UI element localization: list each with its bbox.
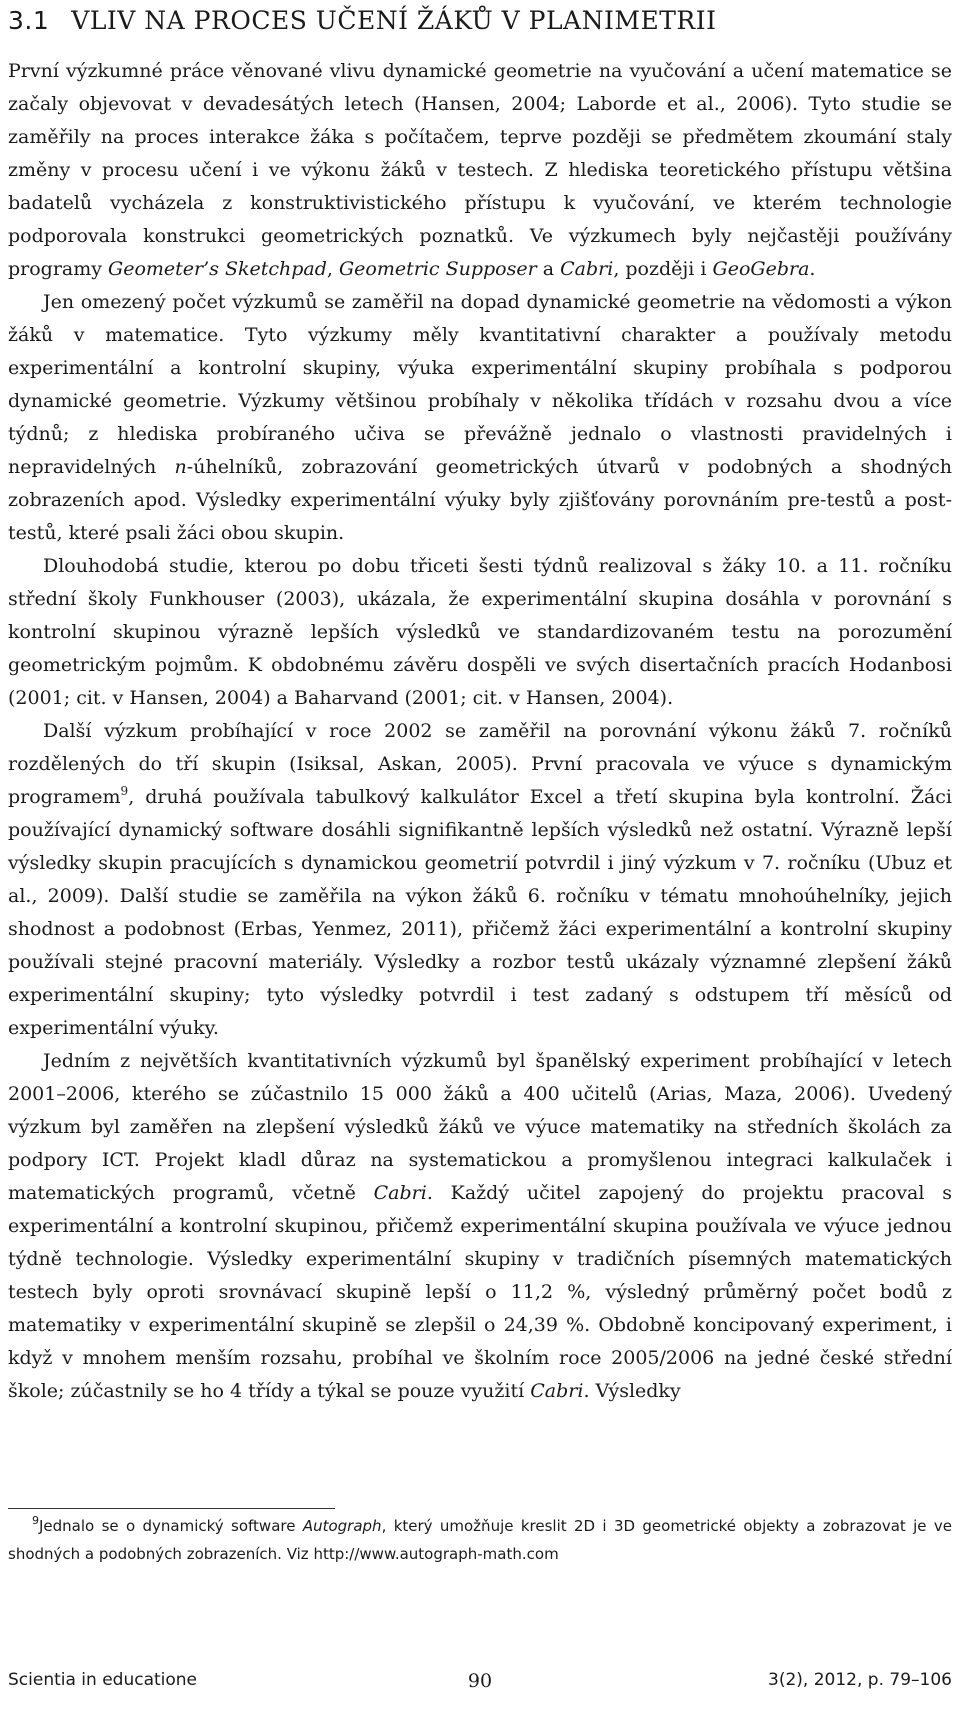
- text-run: Jedním z největších kvantitativních výzkumů byl španělský experiment probíhající v letech 2001–2006, kterého se zúčastnilo 15 000 žáků a 400 učitelů (Arias, Maza, 2006). Uvedený výzkum byl zaměřen na zlepšení výsledků žáků ve výuce matematiky na středních školách za podpory ICT. Projekt kladl důraz na systematickou a promyšlenou integraci kalkulaček i matematických programů, včetně: [8, 1050, 952, 1204]
- text-run: -úhelníků, zobrazování geometrických útvarů v podobných a shodných zobrazeních apod. Výsledky experimentální výuky byly zjišťovány porovnáním pre-testů a post-testů, které psali žáci obou skupin.: [8, 456, 952, 544]
- footnote: [8, 1512, 952, 1568]
- paragraph-1: [8, 55, 952, 286]
- software-name: Cabri: [560, 258, 614, 280]
- software-name: Cabri: [373, 1182, 427, 1204]
- section-heading: [8, 6, 716, 35]
- paragraph-4: [8, 715, 952, 1045]
- section-number: 3.1: [8, 6, 50, 35]
- text-run: První výzkumné práce věnované vlivu dynamické geometrie na vyučování a učení matematice se začaly objevovat v devadesátých letech (Hansen, 2004; Laborde et al., 2006). Tyto studie se zaměřily na proces interakce žáka s počítačem, teprve později se předmětem zkoumání staly změny v procesu učení i ve výkonu žáků v testech. Z hlediska teoretického přístupu většina badatelů vycházela z konstruktivistického přístupu k vyučování, ve kterém technologie podporovala konstrukci geometrických poznatků. Ve výzkumech byly nejčastěji používány programy: [8, 60, 952, 280]
- text-run: . Výsledky: [583, 1380, 681, 1402]
- text-run: , který umožňuje kreslit 2D i 3D geometrické objekty a zobrazovat je ve shodných a podobných zobrazeních. Viz: [8, 1517, 952, 1563]
- page-number: 90: [467, 1670, 493, 1692]
- journal-name: Scientia in educatione: [8, 1670, 198, 1690]
- text-run: , později i: [613, 258, 713, 280]
- text-run: ,: [326, 258, 339, 280]
- text-run: Jednalo se o dynamický software: [39, 1517, 303, 1535]
- software-name: Geometer’s Sketchpad: [108, 258, 327, 280]
- footnote-reference[interactable]: 9: [120, 784, 129, 798]
- software-name: Cabri: [530, 1380, 584, 1402]
- software-name: GeoGebra: [712, 258, 810, 280]
- text-run: .: [809, 258, 816, 280]
- section-title: VLIV NA PROCES UČENÍ ŽÁKŮ V PLANIMETRII: [71, 6, 717, 35]
- text-run: a: [536, 258, 561, 280]
- body-text: [8, 55, 952, 1408]
- text-run: , druhá používala tabulkový kalkulátor Excel a třetí skupina byla kontrolní. Žáci používající dynamický software dosáhli signifikantně lepších výsledků než ostatní. Výrazně lepší výsledky skupin pracujících s dynamickou geometrií potvrdil i jiný výzkum v 7. ročníku (Ubuz et al., 2009). Další studie se zaměřila na výkon žáků 6. ročníku v tématu mnohoúhelníky, jejich shodnost a podobnost (Erbas, Yenmez, 2011), přičemž žáci experimentální a kontrolní skupiny používali stejné pracovní materiály. Výsledky a rozbor testů ukázaly významné zlepšení žáků experimentální skupiny; tyto výsledky potvrdil i test zadaný s odstupem tří měsíců od experimentální výuky.: [8, 786, 952, 1039]
- paragraph-3: Dlouhodobá studie, kterou po dobu třiceti šesti týdnů realizoval s žáky 10. a 11. ročníku střední školy Funkhouser (2003), ukázala, že experimentální skupina dosáhla v porovnání s kontrolní skupinou výrazně lepších výsledků ve standardizovaném testu na porozumění geometrickým pojmům. K obdobnému závěru dospěli ve svých disertačních pracích Hodanbosi (2001; cit. v Hansen, 2004) a Baharvand (2001; cit. v Hansen, 2004).: [8, 555, 952, 709]
- page-footer: [8, 1670, 952, 1700]
- footnote-divider: [8, 1508, 335, 1509]
- text-run: . Každý učitel zapojený do projektu pracoval s experimentální a kontrolní skupinou, přičemž experimentální skupina používala ve výuce jednou týdně technologie. Výsledky experimentální skupiny v tradičních písemných matematických testech byly oproti srovnávací skupině lepší o 11,2 %, výsledný průměrný počet bodů z matematiky v experimentální skupině se zlepšil o 24,39 %. Obdobně koncipovaný experiment, i když v mnohem menším rozsahu, probíhal ve školním roce 2005/2006 na jedné české střední škole; zúčastnily se ho 4 třídy a týkal se pouze využití: [8, 1182, 952, 1402]
- footnote-mark: 9: [32, 1514, 39, 1527]
- math-variable: n: [174, 456, 187, 478]
- issue-info: 3(2), 2012, p. 79–106: [768, 1670, 952, 1690]
- paragraph-5: [8, 1045, 952, 1408]
- text-run: Další výzkum probíhající v roce 2002 se zaměřil na porovnání výkonu žáků 7. ročníků rozdělených do tří skupin (Isiksal, Askan, 2005). První pracovala ve výuce s dynamickým programem: [8, 720, 952, 808]
- footnote-link[interactable]: http://www.autograph-math.com: [313, 1545, 559, 1563]
- software-name: Autograph: [302, 1517, 382, 1535]
- software-name: Geometric Supposer: [339, 258, 537, 280]
- paragraph-2: [8, 286, 952, 550]
- text-run: Jen omezený počet výzkumů se zaměřil na dopad dynamické geometrie na vědomosti a výkon žáků v matematice. Tyto výzkumy měly kvantitativní charakter a používaly metodu experimentální a kontrolní skupiny, výuka experimentální skupiny probíhala s podporou dynamické geometrie. Výzkumy většinou probíhaly v několika třídách v rozsahu dvou a více týdnů; z hlediska probíraného učiva se převážně jednalo o vlastnosti pravidelných i nepravidelných: [8, 291, 952, 478]
